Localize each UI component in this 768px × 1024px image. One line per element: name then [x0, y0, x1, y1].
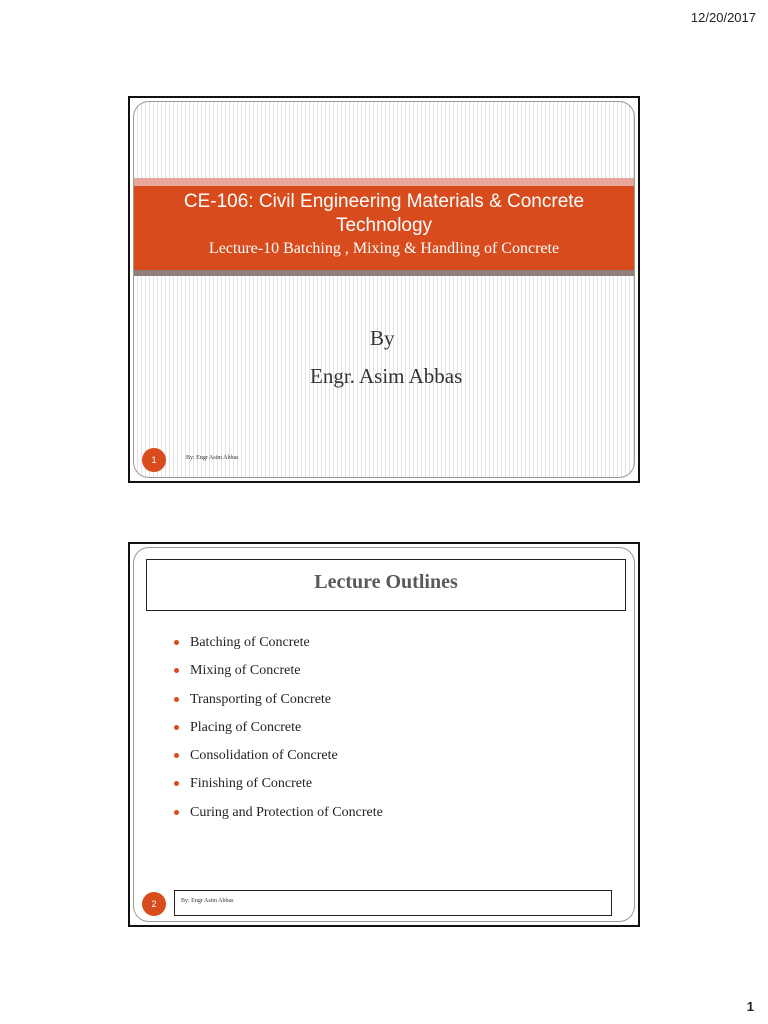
- bullet-icon: [174, 668, 179, 673]
- slide-2-title: Lecture Outlines: [314, 571, 458, 593]
- title-band-bottom-stripe: [134, 270, 634, 276]
- list-item: [174, 775, 383, 803]
- list-item-text: Batching of Concrete: [190, 635, 310, 650]
- list-item: [174, 747, 383, 775]
- outline-list: [174, 634, 383, 832]
- slide-footer-box: [174, 890, 612, 916]
- list-item-text: Curing and Protection of Concrete: [190, 804, 383, 820]
- list-item-text: Transporting of Concrete: [190, 691, 332, 707]
- by-label: By: [370, 326, 395, 350]
- slide-1-title: CE-106: Civil Engineering Materials & Concrete Technology: [183, 191, 585, 236]
- list-item-text: Finishing of Concrete: [190, 776, 313, 792]
- slide-1-subtitle: Lecture-10 Batching , Mixing & Handling of Concrete: [208, 240, 560, 257]
- slide-number-badge: 2: [142, 892, 166, 916]
- slide-1-background: [133, 101, 635, 478]
- slide-2-background: [133, 547, 635, 922]
- slide-footer: By: Engr Asim Abbas: [181, 898, 234, 904]
- author-name: Engr. Asim Abbas: [310, 364, 463, 388]
- slide-footer: By: Engr Asim Abbas: [186, 455, 239, 461]
- list-item-text: Mixing of Concrete: [190, 663, 301, 679]
- list-item-text: Consolidation of Concrete: [190, 748, 338, 764]
- slide-2: [128, 542, 640, 927]
- bullet-icon: [174, 640, 179, 645]
- bullet-icon: [174, 810, 179, 815]
- bullet-icon: [174, 725, 179, 730]
- list-item: [174, 804, 383, 832]
- list-item: [174, 634, 383, 662]
- list-item: [174, 691, 383, 719]
- bullet-icon: [174, 781, 179, 786]
- bullet-icon: [174, 697, 179, 702]
- slide-1: [128, 96, 640, 483]
- page-date: 12/20/2017: [690, 10, 756, 25]
- slide-number-badge: 1: [142, 448, 166, 472]
- page-number: 1: [746, 999, 754, 1014]
- slide-2-header-box: [146, 559, 626, 611]
- bullet-icon: [174, 753, 179, 758]
- title-band-top-stripe: [134, 178, 634, 186]
- list-item: [174, 719, 383, 747]
- list-item: [174, 662, 383, 690]
- list-item-text: Placing of Concrete: [190, 719, 302, 735]
- title-band: [134, 186, 634, 270]
